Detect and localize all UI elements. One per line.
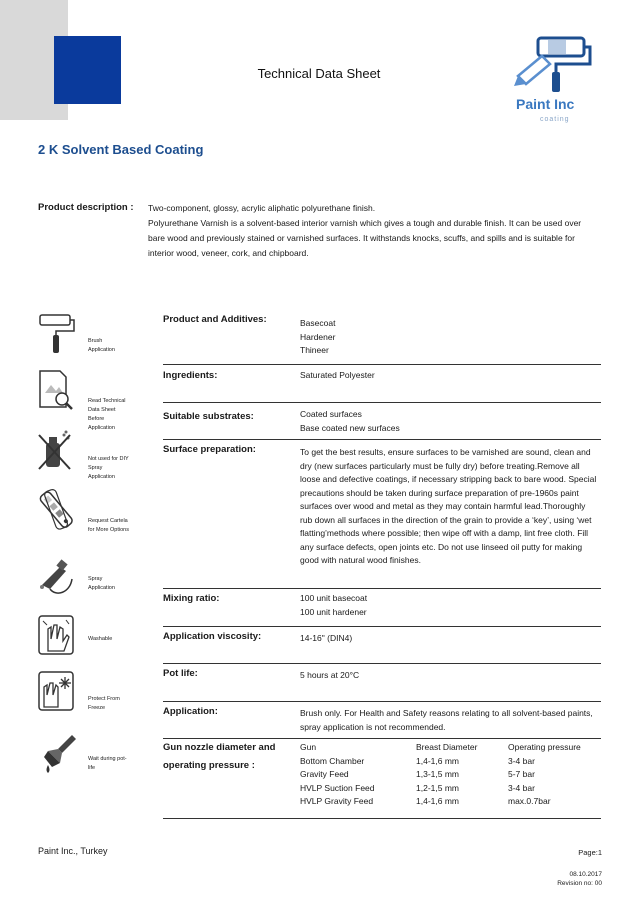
property-row — [163, 440, 601, 589]
icon-caption-line: Protect From — [88, 696, 120, 702]
product-heading: 2 K Solvent Based Coating — [38, 142, 204, 157]
gun-cell: 3-4 bar — [508, 782, 535, 793]
property-value — [300, 408, 600, 435]
no-spray-icon — [36, 429, 76, 473]
gun-cell: Bottom Chamber — [300, 755, 365, 766]
property-label: Application: — [163, 706, 218, 717]
icon-caption — [88, 455, 152, 482]
property-label: Surface preparation: — [163, 444, 256, 455]
property-value — [300, 317, 600, 358]
gun-cell: HVLP Gravity Feed — [300, 796, 374, 806]
logo-subtitle: coating — [540, 116, 570, 123]
paint-inc-logo — [508, 28, 598, 128]
property-value-line: Saturated Polyester — [300, 370, 375, 380]
property-label-line: Gun nozzle diameter and — [163, 742, 276, 753]
gun-cell: max.0.7bar — [508, 796, 551, 806]
document-title: Technical Data Sheet — [257, 66, 381, 81]
icon-caption-line: Wait during pot- — [88, 756, 127, 762]
property-value-line: 100 unit basecoat — [300, 593, 368, 603]
icon-caption — [88, 695, 152, 713]
footer-revision: Revision no: 00 — [557, 880, 602, 887]
icon-caption-line: Application — [88, 347, 115, 353]
property-value — [300, 369, 600, 383]
property-value-line: Coated surfaces — [300, 409, 362, 419]
icon-caption-line: Brush — [88, 338, 103, 344]
property-label: Mixing ratio: — [163, 593, 220, 604]
property-row — [163, 310, 601, 365]
property-value-line: Base coated new surfaces — [300, 422, 400, 433]
gun-cell: 1,3-1,5 mm — [416, 769, 459, 779]
gun-cell: 5-7 bar — [508, 769, 535, 779]
property-row — [163, 403, 601, 440]
icon-caption-line: Spray — [88, 465, 103, 471]
paint-brush-icon — [36, 731, 76, 775]
property-value — [300, 592, 600, 619]
gun-cell: 1,4-1,6 mm — [416, 755, 459, 766]
icon-caption-line: life — [88, 765, 96, 771]
property-value-line: 100 unit hardener — [300, 606, 367, 617]
gun-header: Operating pressure — [508, 742, 581, 752]
roller-icon — [36, 313, 76, 355]
property-value — [300, 446, 598, 568]
icon-caption-line: for More Options — [88, 527, 129, 533]
color-swatch-icon — [36, 487, 78, 531]
footer-date: 08.10.2017 — [569, 871, 602, 878]
freeze-protect-icon — [36, 669, 76, 713]
gun-cell: 1,4-1,6 mm — [416, 796, 459, 806]
property-row — [163, 664, 601, 702]
breast-diameter-column — [416, 741, 508, 809]
property-label: Application viscosity: — [163, 631, 262, 642]
gun-nozzle-row — [163, 739, 601, 819]
gun-cell: HVLP Suction Feed — [300, 782, 375, 793]
spray-gun-icon — [36, 553, 76, 597]
property-row — [163, 365, 601, 403]
icon-caption-line: Not used for DIY — [88, 456, 129, 462]
description-text — [148, 201, 600, 261]
gun-cell: Gravity Feed — [300, 769, 349, 779]
logo-name: Paint Inc — [516, 96, 575, 112]
washable-icon — [36, 613, 76, 657]
description-label: Product description : — [38, 202, 134, 213]
icon-caption — [88, 755, 152, 773]
description-line: Polyurethane Varnish is a solvent-based interior varnish which gives a tough and durable finish. It can be used over bare wood and previously stained or varnished surfaces. It withstands knocks, scuffs, and spills and is suitable for interior wood, veneer, cork, and chipboard. — [148, 218, 582, 258]
icon-caption-line: Before — [88, 416, 105, 422]
property-value-line: 5 hours at 20°C — [300, 670, 360, 680]
icon-caption — [88, 635, 152, 644]
property-value-line: 14-16" (DIN4) — [300, 633, 353, 643]
property-label — [163, 739, 291, 775]
icon-caption-line: Application — [88, 474, 115, 480]
property-label-line: operating pressure : — [163, 760, 255, 771]
icon-caption-line: Request Cartela — [88, 518, 128, 524]
icon-caption-line: Application — [88, 425, 115, 431]
icon-caption-line: Freeze — [88, 705, 106, 711]
description-line: Two-component, glossy, acrylic aliphatic polyurethane finish. — [148, 203, 376, 213]
gun-cell: 1,2-1,5 mm — [416, 782, 459, 793]
property-row — [163, 627, 601, 664]
gun-cell: 3-4 bar — [508, 755, 535, 766]
property-value-line: Thineer — [300, 345, 329, 355]
property-label: Product and Additives: — [163, 314, 267, 325]
icon-caption-line: Read Technical — [88, 398, 126, 404]
footer-date-block — [557, 870, 602, 888]
property-value-line: Brush only. For Health and Safety reasons relating to all solvent-based paints, spray application is not recommended. — [300, 708, 593, 732]
footer-company: Paint Inc., Turkey — [38, 846, 108, 856]
icon-caption — [88, 337, 152, 355]
operating-pressure-column — [508, 741, 604, 809]
property-value — [300, 707, 600, 734]
property-value-line: Hardener — [300, 331, 336, 342]
gun-header: Gun — [300, 742, 317, 752]
property-row — [163, 702, 601, 739]
icon-caption — [88, 397, 152, 433]
property-label: Ingredients: — [163, 370, 218, 381]
property-value — [300, 669, 600, 683]
icon-caption — [88, 517, 152, 535]
footer-page-number: Page:1 — [578, 848, 602, 857]
icon-caption-line: Data Sheet — [88, 407, 116, 413]
property-value-line: Basecoat — [300, 318, 336, 328]
read-document-icon — [36, 367, 76, 411]
icon-caption-line: Application — [88, 585, 115, 591]
property-value — [300, 632, 600, 646]
property-row — [163, 589, 601, 627]
icon-caption — [88, 575, 152, 593]
property-value-line: To get the best results, ensure surfaces to be varnished are sound, clean and dry (new surfaces particularly must be fully dry) before treating.Remove all loose and defective coatings, if necessary stripping back to bare wood. Special precautions should be taken during surface preparation of pre-1960s paint surfaces over wood and metal as they may contain harmful lead.Thoroughly rub down all surfaces in the direction of the grain to provide a ‘key’, using ‘wet flatting’methods where possible; then wipe off with a damp, lint free cloth. Fill any surface defects, open joints etc. Do not use linseed oil putty for making good with natural wood finishes. — [300, 447, 597, 565]
property-label: Pot life: — [163, 668, 198, 679]
gun-header: Breast Diameter — [416, 742, 478, 752]
icon-caption-line: Washable — [88, 636, 113, 642]
gun-column — [300, 741, 416, 809]
icon-caption-line: Spray — [88, 576, 103, 582]
property-label: Suitable substrates: — [163, 411, 254, 422]
